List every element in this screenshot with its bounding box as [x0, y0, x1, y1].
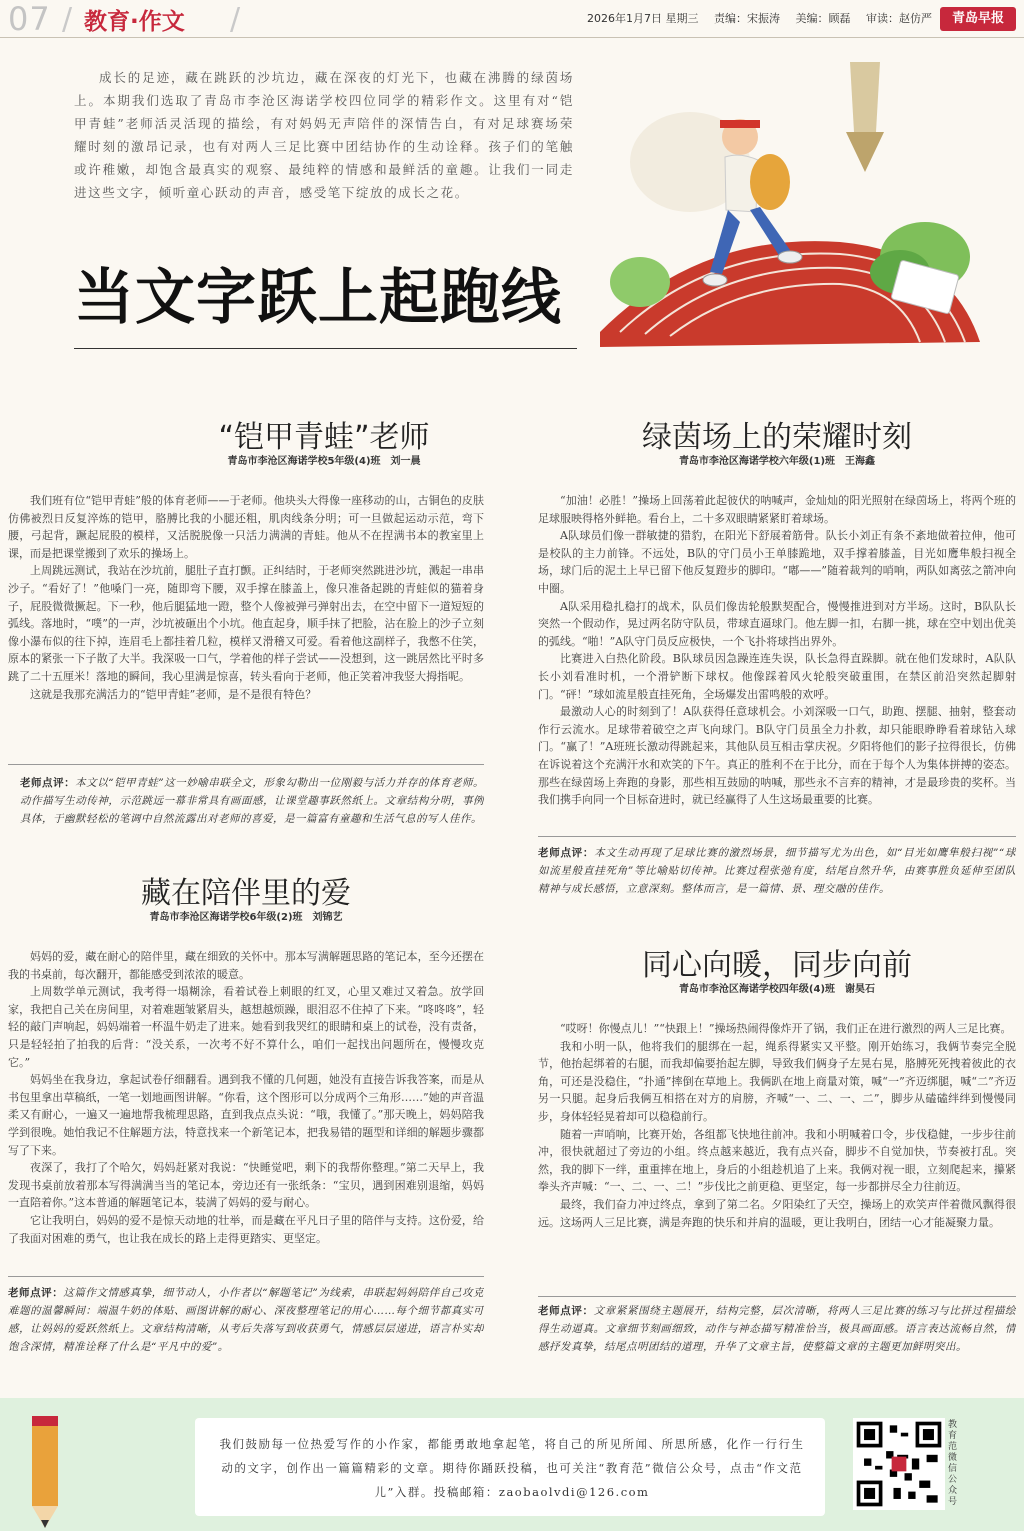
teacher-comment: [8, 1284, 484, 1378]
comment-text: 本文以“铠甲青蛙”这一妙喻串联全文，形象勾勒出一位刚毅与活力并存的体育老师。动作描写生动传神，示范跳远一幕非常具有画面感，让课堂趣事跃然纸上。文章结构分明，事例具体，于幽默轻松的笔调中自然流露出对老师的喜爱，是一篇富有童趣和生活气息的写人佳作。: [20, 777, 484, 825]
pencil-illustration: [0, 1406, 90, 1531]
paragraph: 这就是我那充满活力的“铠甲青蛙”老师，是不是很有特色？: [30, 687, 317, 701]
comment-label: 老师点评：: [20, 777, 76, 789]
paragraph: “哎呀！你慢点儿！”“快跟上！”操场热闹得像炸开了锅，我们正在进行激烈的两人三足比赛。: [560, 1022, 1012, 1035]
issue-date: 2026年1月7日 星期三: [587, 12, 699, 25]
paragraph: 妈妈坐在我身边，拿起试卷仔细翻看。遇到我不懂的几何题，她没有直接告诉我答案，而是从书包里拿出草稿纸，一笔一划地画图讲解。“你看，这个图形可以分成两个三角形……”她的声音温柔又有耐心，一遍又一遍地帮我梳理思路，直到我点点头说：“哦，我懂了。”那天晚上，妈妈陪我学到很晚。她怕我记不住解题方法，特意找来一个新笔记本，把我易错的题型和详细的解题步骤都写了下来。: [8, 1073, 484, 1157]
intro-paragraph: 成长的足迹，藏在跳跃的沙坑边，藏在深夜的灯光下，也藏在沸腾的绿茵场上。本期我们选取了青岛市李沧区海诺学校四位同学的精彩作文。这里有对“铠甲青蛙”老师活灵活现的描绘，有对妈妈无声陪伴的深情告白，有对足球赛场荣耀时刻的激昂记录，也有对两人三足比赛中团结协作的生动诠释。孩子们的笔触或许稚嫩，却饱含最真实的观察、最纯粹的情感和最鲜活的童趣。让我们一同走进这些文字，倾听童心跃动的声音，感受笔下绽放的成长之花。: [74, 70, 574, 200]
article-body: [8, 948, 484, 1270]
article-byline: 青岛市李沧区海诺学校六年级(1)班 王海鑫: [678, 456, 876, 467]
art-editor: 美编：顾磊: [795, 12, 851, 25]
article-title: 藏在陪伴里的爱: [141, 876, 351, 911]
paragraph: 我们班有位“铠甲青蛙”般的体育老师——于老师。他块头大得像一座移动的山，古铜色的皮肤仿佛被烈日反复淬炼的铠甲，胳膊比我的小腿还粗，肌肉线条分明；可一旦做起运动示范，弯下腰，弓起背，蹶起屁股的模样，又活脱脱像一只活力满满的青蛙。他从不在捏满书本的教室里上课，而是把课堂搬到了欢乐的操场上。: [8, 494, 484, 560]
newspaper-logo: 青岛早报: [940, 7, 1016, 31]
paragraph: 随着一声哨响，比赛开始，各组都飞快地往前冲。我和小明喊着口令，步伐稳健，一步步往前冲，很快就超过了旁边的小组。终点越来越近，我有点兴奋，脚步不自觉加快，节奏被打乱。突然，我的脚下一绊，重重摔在地上，身后的小组趁机追了上来。我俩对视一眼，立刻爬起来，攥紧拳头齐声喊：“一、二、一、二！”步伐比之前更稳、更坚定，每一步都拼尽全力往前迈。: [538, 1127, 1016, 1194]
article-body: [8, 492, 484, 774]
paragraph: 它让我明白，妈妈的爱不是惊天动地的壮举，而是藏在平凡日子里的陪伴与支持。这份爱，给了我面对困难的勇气，也让我在成长的路上走得更踏实、更坚定。: [8, 1213, 484, 1245]
paragraph: 妈妈的爱，藏在耐心的陪伴里，藏在细致的关怀中。那本写满解题思路的笔记本，至今还摆在我的书桌前，每次翻开，都能感受到浓浓的暖意。: [8, 950, 484, 981]
editor: 责编：宋振涛: [714, 12, 780, 25]
paragraph: “加油！必胜！”操场上回荡着此起彼伏的呐喊声，金灿灿的阳光照射在绿茵场上，将两个班的足球服映得格外鲜艳。看台上，二十多双眼睛紧紧盯着球场。: [538, 494, 1016, 525]
comment-divider: [8, 764, 484, 765]
article-body: [538, 492, 1016, 828]
teacher-comment: [538, 844, 1016, 920]
teacher-comment: [538, 1302, 1016, 1378]
page-header: [0, 0, 1024, 38]
article-byline: 青岛市李沧区海诺学校6年级(2)班 刘锦艺: [149, 912, 343, 923]
qr-label: 教育范微信公众号: [948, 1420, 958, 1507]
comment-divider: [538, 1296, 1016, 1297]
footer-notice: [195, 1418, 825, 1516]
article-title: 同心向暖，同步向前: [642, 948, 912, 983]
paragraph: A队球员们像一群敏捷的猎豹，在阳光下舒展着筋骨。队长小刘正有条不紊地做着拉伸，他可是校队的主力前锋。不远处，B队的守门员小王单膝跪地，双手撑着膝盖，目光如鹰隼般扫视全场，球门后的泥土上早已留下他反复蹬步的脚印。“嘟——”随着裁判的哨响，两队如离弦之箭冲向中圈。: [538, 529, 1016, 595]
comment-text: 这篇作文情感真挚，细节动人，小作者以“解题笔记”为线索，串联起妈妈陪伴自己攻克难题的温馨瞬间：端温牛奶的体贴、画图讲解的耐心、深夜整理笔记的用心……每个细节都真实可感，让妈妈的爱跃然纸上。文章结构清晰，从考后失落写到收获勇气，情感层层递进，语言朴实却饱含深情，精准诠释了什么是“平凡中的爱”。: [8, 1287, 484, 1353]
submission-footer: [0, 1398, 1024, 1531]
paragraph: 上周数学单元测试，我考得一塌糊涂，看着试卷上刺眼的红叉，心里又难过又着急。放学回家，我把自己关在房间里，对着难题皱紧眉头，越想越烦躁，眼泪忍不住掉了下来。“咚咚咚”，轻轻的敲门声响起，妈妈端着一杯温牛奶走了进来。她看到我哭红的眼睛和桌上的试卷，没有责备，只是轻轻拍了拍我的后背：“没关系，一次考不好不算什么，咱们一起找出问题所在，慢慢攻克它。”: [8, 985, 484, 1069]
comment-text: 本文生动再现了足球比赛的激烈场景，细节描写尤为出色，如“目光如鹰隼般扫视”“球如流星般直挂死角”等比喻贴切传神。比赛过程张弛有度，结尾自然升华，由赛事胜负延伸至团队精神与成长感悟，立意深刻。整体而言，是一篇情、景、理交融的佳作。: [538, 847, 1016, 895]
article-byline: 青岛市李沧区海诺学校5年级(4)班 刘一晨: [227, 456, 421, 467]
divider-slash: /: [230, 2, 241, 37]
paragraph: A队采用稳扎稳打的战术，队员们像齿轮般默契配合，慢慢推进到对方半场。这时，B队队长突然一个假动作，晃过两名防守队员，带球直逼球门。他左脚一扣，右脚一挑，球在空中划出优美的弧线。“啪！”A队守门员反应极快，一个飞扑将球挡出界外。: [538, 599, 1016, 648]
article-title: 绿茵场上的荣耀时刻: [642, 420, 912, 455]
page-number: 07: [8, 0, 51, 38]
article-byline: 青岛市李沧区海诺学校四年级(4)班 谢昊石: [678, 984, 876, 995]
title-divider: [74, 348, 577, 349]
teacher-comment: [20, 774, 484, 850]
page-title: 当文字跃上起跑线: [74, 263, 562, 333]
paragraph: 比赛进入白热化阶段。B队球员因急躁连连失误，队长急得直跺脚。就在他们发球时，A队队长小刘看准时机，一个滑铲断下球权。他像踩着风火轮般突破重围，在禁区前沿突然起脚射门。“砰！”球如流星般直挂死角，全场爆发出雷鸣般的欢呼。: [538, 652, 1016, 701]
paragraph: 最终，我们奋力冲过终点，拿到了第二名。夕阳染红了天空，操场上的欢笑声伴着微风飘得很远。这场两人三足比赛，满是奔跑的快乐和并肩的温暖，更让我明白，团结一心才能凝聚力量。: [538, 1197, 1016, 1229]
comment-divider: [8, 1276, 484, 1277]
article-body: [538, 1020, 1016, 1290]
article-title: “铠甲青蛙”老师: [218, 420, 430, 455]
comment-label: 老师点评：: [538, 847, 595, 859]
runner-illustration: [580, 42, 1000, 362]
paragraph: 上周跳远测试，我站在沙坑前，腿肚子直打颤。正纠结时，于老师突然跳进沙坑，溅起一串串沙子。“看好了！”他嗓门一亮，随即弯下腰，双手撑在膝盖上，像只准备起跳的青蛙似的猫着身子，屁股微微撅起。下一秒，他后腿猛地一蹬，整个人像被弹弓弹射出去，在空中留下一道短短的弧线。落地时，“噗”的一声，沙坑被砸出个小坑。他直起身，顺手抹了把脸，沾在脸上的沙子立刻像小瀑布似的往下掉，连眉毛上都挂着几粒，模样又滑稽又可爱。看着他这副样子，我憋不住笑，原本的紧张一下子散了大半。我深吸一口气，学着他的样子尝试——没想到，这一跳居然比平时多跳了二十五厘米！落地的瞬间，我心里满是惊喜，转头看向于老师，他正笑着冲我竖大拇指呢。: [8, 564, 484, 683]
paragraph: 我和小明一队，他将我们的腿绑在一起，绳系得紧实又平整。刚开始练习，我俩节奏完全脱节，他抬起绑着的右腿，而我却偏要抬起左脚，导致我们俩身子左晃右晃，胳膊死死拽着彼此的衣角，可还是没稳住，“扑通”摔倒在草地上。我俩趴在地上商量对策，喊“一”齐迈绑腿，喊“二”齐迈另一只腿。起身后我俩互相搭在对方的肩膀，齐喊“一、二、一、二”，脚步从磕磕绊绊到慢慢同步，身体轻轻晃着却可以稳稳前行。: [538, 1039, 1016, 1123]
paragraph: 最激动人心的时刻到了！A队获得任意球机会。小刘深吸一口气，助跑、摆腿、抽射，整套动作行云流水。足球带着破空之声飞向球门。B队守门员虽全力扑救，却只能眼睁睁看着球钻入球门。“赢了！”A班班长激动得跳起来，其他队员互相击掌庆祝。夕阳将他们的影子拉得很长，仿佛在诉说着这个充满汗水和欢笑的下午。真正的胜利不在于比分，而在于每个人为集体拼搏的姿态。那些在绿茵场上奔跑的身影，那些相互鼓励的呐喊，那些永不言弃的精神，才是最珍贵的奖杯。当我们携手向同一个目标奋进时，就已经赢得了人生这场最重要的比赛。: [538, 705, 1016, 807]
divider-slash: /: [62, 2, 73, 37]
section-name: 教育·作文: [84, 9, 185, 35]
paragraph: 夜深了，我打了个哈欠，妈妈赶紧对我说：“快睡觉吧，剩下的我帮你整理。”第二天早上，我发现书桌前放着那本写得满满当当的笔记本，旁边还有一张纸条：“宝贝，遇到困难别退缩，妈妈一直陪着你。”这本普通的解题笔记本，装满了妈妈的爱与耐心。: [8, 1161, 484, 1210]
comment-label: 老师点评：: [8, 1287, 64, 1299]
comment-label: 老师点评：: [538, 1305, 594, 1317]
comment-divider: [538, 836, 1016, 837]
proofreader: 审读：赵仿严: [866, 12, 932, 25]
header-meta: [575, 10, 932, 26]
qr-code[interactable]: [853, 1418, 945, 1510]
comment-text: 文章紧紧围绕主题展开，结构完整，层次清晰，将两人三足比赛的练习与比拼过程描绘得生动逼真。文章细节刻画细致，动作与神态描写精准恰当，极具画面感。语言表达流畅自然，情感抒发真挚，结尾点明团结的道理，升华了文章主旨，使整篇文章的主题更加鲜明突出。: [538, 1305, 1016, 1353]
submission-notice: 我们鼓励每一位热爱写作的小作家，都能勇敢地拿起笔，将自己的所见所闻、所思所感，化作一行行生动的文字，创作出一篇篇精彩的文章。期待你踊跃投稿，也可关注“教育范”微信公众号，点击“作文范儿”入群。投稿邮箱：zaobaolvdi@126.com: [219, 1437, 805, 1499]
